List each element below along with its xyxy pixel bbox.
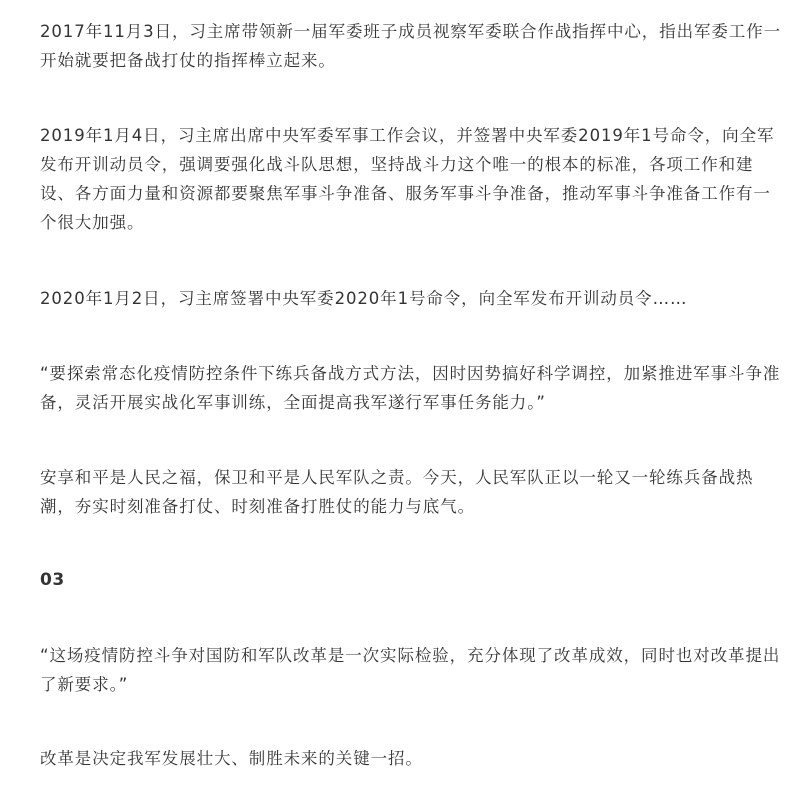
paragraph-2017-command-center: 2017年11月3日，习主席带领新一届军委班子成员视察军委联合作战指挥中心，指出军委工作一开始就要把备战打仗的指挥棒立起来。 — [40, 22, 781, 70]
paragraph-peace-responsibility: 安享和平是人民之福，保卫和平是人民军队之责。今天，人民军队正以一轮又一轮练兵备战热潮，夯实时刻准备打仗、时刻准备打胜仗的能力与底气。 — [40, 468, 754, 516]
quote-reform-test: “这场疫情防控斗争对国防和军队改革是一次实际检验，充分体现了改革成效，同时也对改革提出了新要求。” — [40, 646, 781, 694]
paragraph-2019-training-order: 2019年1月4日，习主席出席中央军委军事工作会议，并签署中央军委2019年1号命令，向全军发布开训动员令，强调要强化战斗队思想，坚持战斗力这个唯一的根本的标准，各项工作和建设、各方面力量和资源都要聚焦军事斗争准备、服务军事斗争准备，推动军事斗争准备工作有一个很大加强。 — [40, 126, 775, 232]
paragraph-2020-training-order: 2020年1月2日，习主席签署中央军委2020年1号命令，向全军发布开训动员令…… — [40, 289, 688, 308]
quote-epidemic-training: “要探索常态化疫情防控条件下练兵备战方式方法，因时因势搞好科学调控，加紧推进军事斗争准备，灵活开展实战化军事训练，全面提高我军遂行军事任务能力。” — [40, 364, 781, 412]
paragraph-reform-key: 改革是决定我军发展壮大、制胜未来的关键一招。 — [40, 749, 423, 768]
section-number: 03 — [40, 570, 65, 590]
